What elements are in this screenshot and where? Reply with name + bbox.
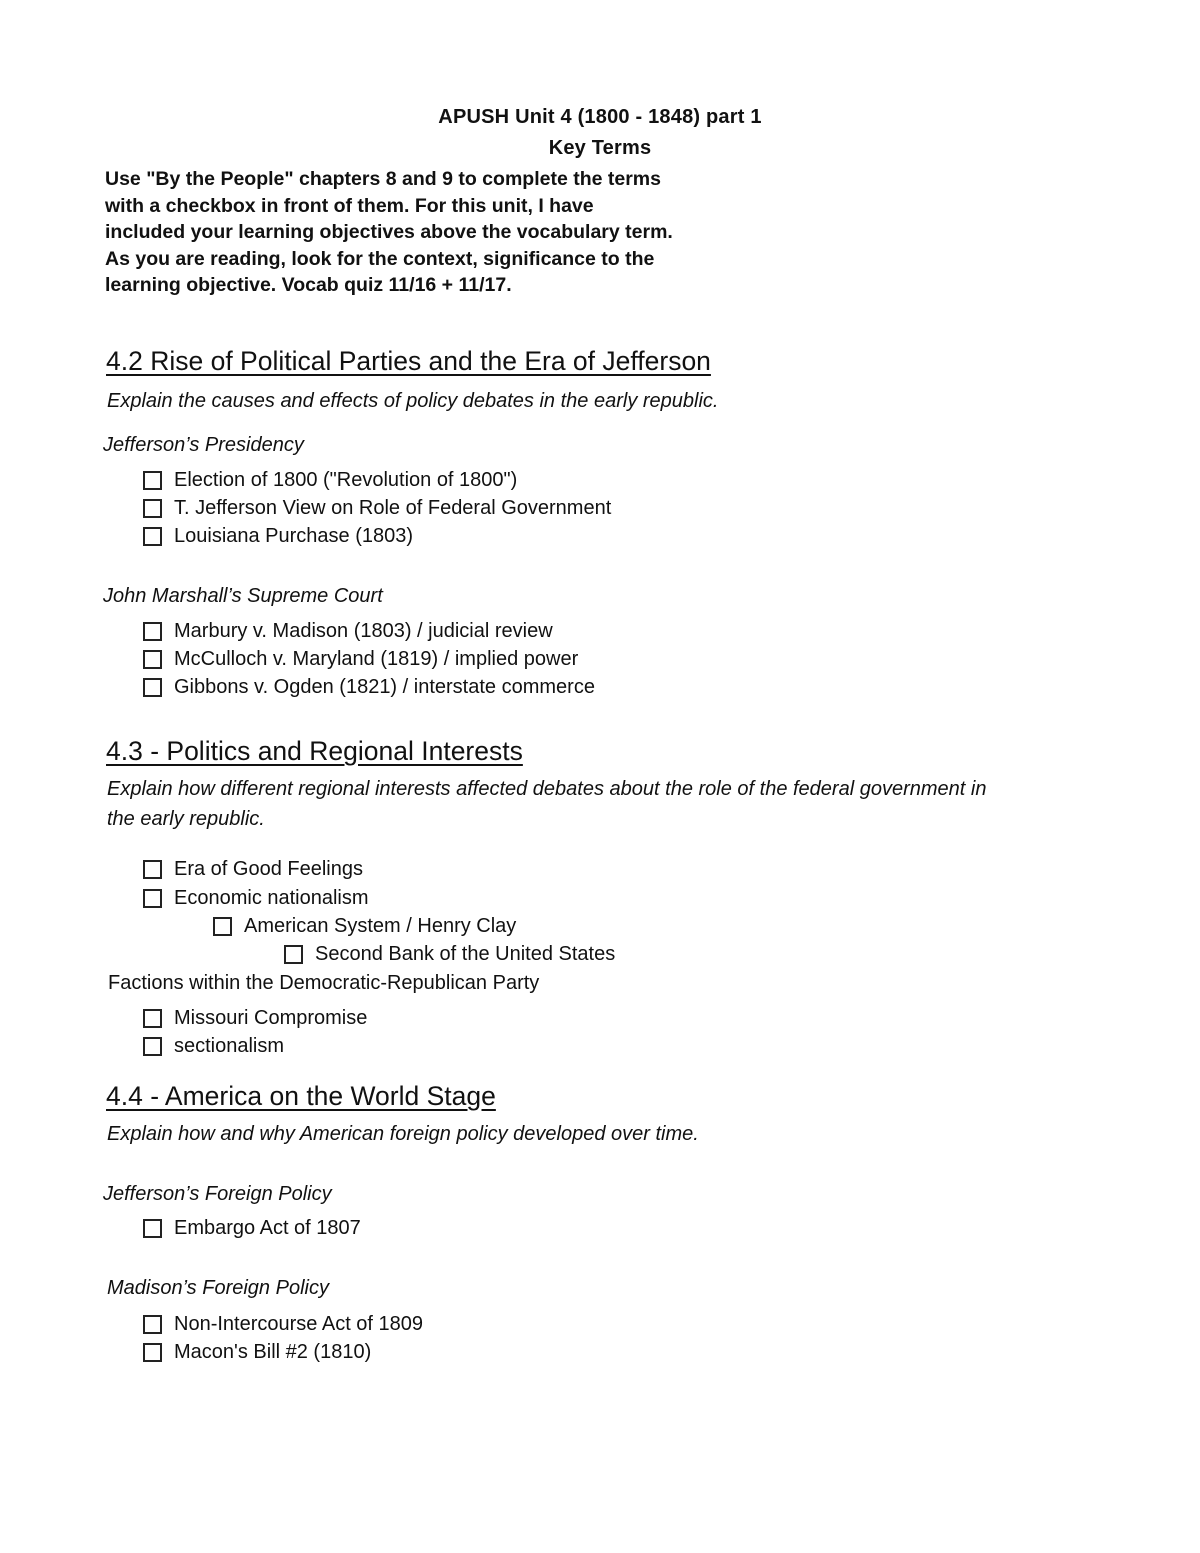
checkbox[interactable]	[143, 471, 162, 490]
instructions-paragraph: Use "By the People" chapters 8 and 9 to complete the terms with a checkbox in front of them. For this unit, I have included your learning objectives above the vocabulary term. As you are reading, look for the context, significance to the learning objective. Vocab quiz 11/16 + 11/17.	[105, 168, 673, 297]
checkbox[interactable]	[143, 1343, 162, 1362]
term-item	[143, 467, 517, 493]
checkbox[interactable]	[143, 860, 162, 879]
checkbox[interactable]	[143, 1219, 162, 1238]
document-subtitle: Key Terms	[548, 137, 652, 159]
checkbox[interactable]	[143, 1037, 162, 1056]
subhead-factions: Factions within the Democratic-Republican Party	[108, 972, 540, 994]
subhead-marshall-court: John Marshall’s Supreme Court	[103, 585, 383, 607]
subhead-jefferson-foreign-policy: Jefferson’s Foreign Policy	[103, 1183, 332, 1205]
term-label: Second Bank of the United States	[315, 942, 616, 965]
term-item	[284, 941, 615, 967]
learning-objective-4-2: Explain the causes and effects of policy debates in the early republic.	[107, 390, 719, 412]
term-label: Missouri Compromise	[174, 1006, 368, 1029]
term-label: Election of 1800 ("Revolution of 1800")	[174, 468, 518, 491]
checkbox[interactable]	[143, 678, 162, 697]
term-label: Era of Good Feelings	[174, 857, 363, 880]
learning-objective-4-4: Explain how and why American foreign policy developed over time.	[107, 1123, 699, 1145]
term-item	[143, 495, 611, 521]
term-item	[143, 523, 413, 549]
learning-objective-4-3: Explain how different regional interests affected debates about the role of the federal government in the early republic.	[107, 778, 987, 830]
term-label: T. Jefferson View on Role of Federal Government	[174, 496, 612, 519]
term-item	[143, 618, 553, 644]
term-item	[143, 885, 369, 911]
term-item	[143, 1339, 371, 1365]
term-item	[143, 646, 578, 672]
term-label: Embargo Act of 1807	[174, 1216, 361, 1239]
document-title: APUSH Unit 4 (1800 - 1848) part 1	[438, 106, 762, 128]
term-item	[143, 856, 363, 882]
checkbox[interactable]	[143, 499, 162, 518]
term-label: sectionalism	[174, 1034, 285, 1057]
checkbox[interactable]	[143, 527, 162, 546]
checkbox[interactable]	[143, 1009, 162, 1028]
checkbox[interactable]	[143, 622, 162, 641]
checkbox[interactable]	[143, 650, 162, 669]
term-label: McCulloch v. Maryland (1819) / implied power	[174, 647, 579, 670]
term-item	[143, 1311, 423, 1337]
term-item	[143, 1033, 284, 1059]
term-label: Macon's Bill #2 (1810)	[174, 1340, 372, 1363]
subhead-madison-foreign-policy: Madison’s Foreign Policy	[107, 1277, 329, 1299]
term-label: Louisiana Purchase (1803)	[174, 524, 414, 547]
term-label: Marbury v. Madison (1803) / judicial review	[174, 619, 553, 642]
term-label: Economic nationalism	[174, 886, 369, 909]
checkbox[interactable]	[143, 889, 162, 908]
checkbox[interactable]	[284, 945, 303, 964]
term-label: Gibbons v. Ogden (1821) / interstate commerce	[174, 675, 595, 698]
checkbox[interactable]	[143, 1315, 162, 1334]
section-heading-4-4: 4.4 - America on the World Stage	[106, 1081, 496, 1111]
section-heading-4-2: 4.2 Rise of Political Parties and the Era of Jefferson	[106, 346, 711, 376]
term-label: Non-Intercourse Act of 1809	[174, 1312, 424, 1335]
term-label: American System / Henry Clay	[244, 914, 517, 937]
term-item	[143, 1215, 361, 1241]
term-item	[143, 1005, 367, 1031]
checkbox[interactable]	[213, 917, 232, 936]
term-item	[213, 913, 516, 939]
section-heading-4-3: 4.3 - Politics and Regional Interests	[106, 736, 523, 766]
subhead-jefferson-presidency: Jefferson’s Presidency	[103, 434, 304, 456]
term-item	[143, 674, 595, 700]
